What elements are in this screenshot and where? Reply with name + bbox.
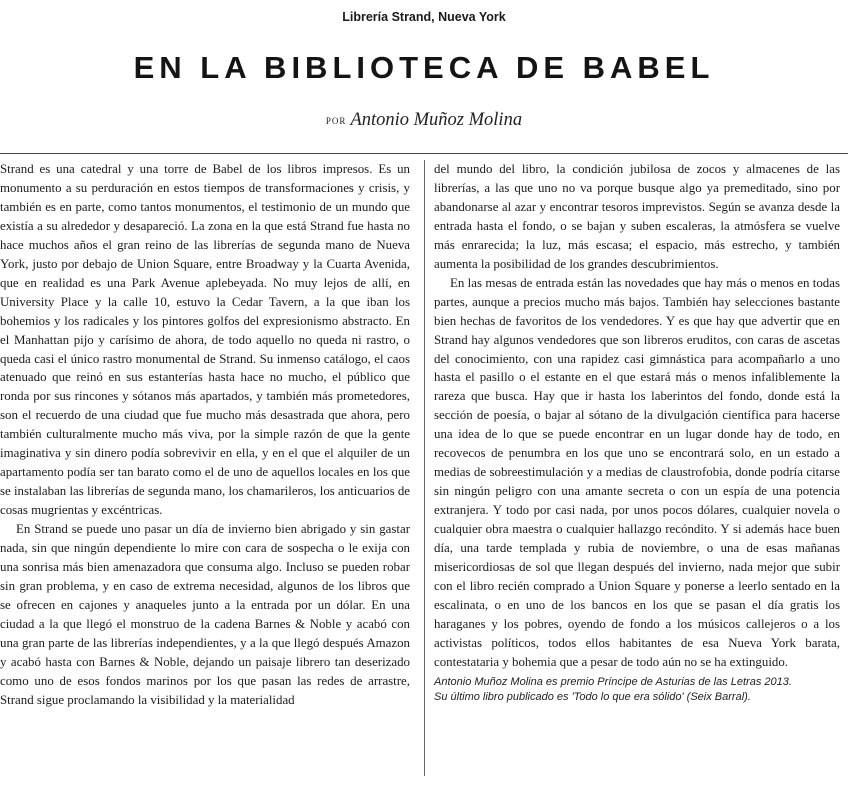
byline <box>0 110 848 131</box>
article-column-right <box>434 160 840 705</box>
byline-prefix: POR <box>325 116 347 126</box>
paragraph: En las mesas de entrada están las novedades que hay más o menos en todas partes, aunque a precios mucho más bajos. También hay selecciones bastante bien hechas de favoritos de los vendedores. Y es que hay que advertir que en Strand hay algunos vendedores que son libreros eruditos, con caras de ascetas del conocimiento, con una rapidez casi gimnástica para acompañarlo a uno hasta el pasillo o el estante en el que estará más o menos infaliblemente la rareza que busca. Hay que ir hasta los laberintos del fondo, donde está la sección de poesía, o bajar al sótano de la divulgación científica para hacerse una idea de lo que se puede encontrar en un lugar donde hay de todo, en recovecos de penumbra en los que uno se encontrará solo, en un estado a medias de sobreestimulación y a medias de claustrofobia, donde podría citarse sin ningún peligro con una amante secreta o con un espía de una potencia extranjera. Y todo por casi nada, por unos pocos dólares, cualquier novela o cualquier obra maestra o cualquier hallazgo recóndito. Y si además hace buen día, una tarde templada y rubia de noviembre, o una de esas mañanas misericordiosas de sol que llegan después del invierno, nada mejor que subir con el libro recién comprado a Union Square y ponerse a leerlo sentado en la escalinata, o en uno de los bancos en los que se pasan el día gratis los haraganes y los pobres, oyendo de fondo a los músicos callejeros o a los activistas políticos, todos ellos habitantes de esa Nueva York barata, contestataria y bohemia que a pesar de todo aún no se ha extinguido. <box>434 275 840 669</box>
paragraph: En Strand se puede uno pasar un día de invierno bien abrigado y sin gastar nada, sin que ningún dependiente lo mire con cara de sospecha o le exija con una sonrisa más bien amenazadora que consuma algo. Incluso se pueden robar sin gran problema, y en caso de extrema necesidad, algunos de los libros que se ofrecen en cajones y anaqueles junto a la entrada por un dólar. En una ciudad a la que llegó el monstruo de la cadena Barnes & Noble y acabó con una gran parte de las librerías independientes, y a la que llegó después Amazon y acabó hasta con Barnes & Noble, dejando un paisaje librero tan deserizado como uno de esos fondos marinos por los que pasan las redes de arrastre, Strand sigue proclamando la visibilidad y la materialidad <box>0 522 410 707</box>
paragraph: Strand es una catedral y una torre de Babel de los libros impresos. Es un monumento a su perduración en estos tiempos de transformaciones y crisis, y también es en parte, como tantos monumentos, el testimonio de un mundo que existía a su alrededor y desapareció. La zona en la que está Strand fue hasta no hace muchos años el gran reino de las librerías de segunda mano de Nueva York, justo por debajo de Union Square, entre Broadway y la Cuarta Avenida, que en realidad es una Park Avenue aplebeyada. No muy lejos de allí, en University Place y la calle 10, estuvo la Cedar Tavern, a la que iban los bohemios y los radicales y los pintores golfos del expresionismo abstracto. En el Manhattan pijo y carísimo de ahora, de todo aquello no queda ni rastro, o queda casi el único rastro monumental de Strand. Su inmenso catálogo, el caos atenuado que reinó en sus estanterías hasta hace no mucho, el público que ronda por sus rincones y sótanos más apartados, y también más prometedores, son el recuerdo de una ciudad que fue mucho más desastrada que ahora, pero también culturalmente mucho más viva, por la simple razón de que la gente imaginativa y sin dinero podía sobrevivir en ella, y en el que el alquiler de un apartamento podía ser tan barato como el de uno de aquellos locales en los que se instalaban las librerías de segunda mano, los chamarileros, los anticuarios de cosas mugrientas y excéntricas. <box>0 162 410 518</box>
author-bio-line: Antonio Muñoz Molina es premio Príncipe de Asturias de las Letras 2013. <box>434 675 792 688</box>
author-bio <box>434 675 840 705</box>
author-name: Antonio Muñoz Molina <box>350 110 523 130</box>
header-rule <box>0 153 848 154</box>
article-column-left <box>0 160 410 710</box>
author-bio-line: Su último libro publicado es 'Todo lo que era sólido' (Seix Barral). <box>434 690 751 703</box>
column-divider <box>424 160 425 776</box>
paragraph: del mundo del libro, la condición jubilosa de zocos y almacenes de las librerías, a las que uno no va porque busque algo ya premeditado, sino por abandonarse al azar y encontrar tesoros imprevistos. Según se avanza desde la entrada hasta el fondo, o se bajan y suben escaleras, la atmósfera se vuelve más enrarecida; la luz, más escasa; el espacio, más estrecho, y también aumenta la posibilidad de los grandes descubrimientos. <box>434 162 840 271</box>
article-title: EN LA BIBLIOTECA DE BABEL <box>133 50 715 85</box>
section-label: Librería Strand, Nueva York <box>342 10 506 24</box>
